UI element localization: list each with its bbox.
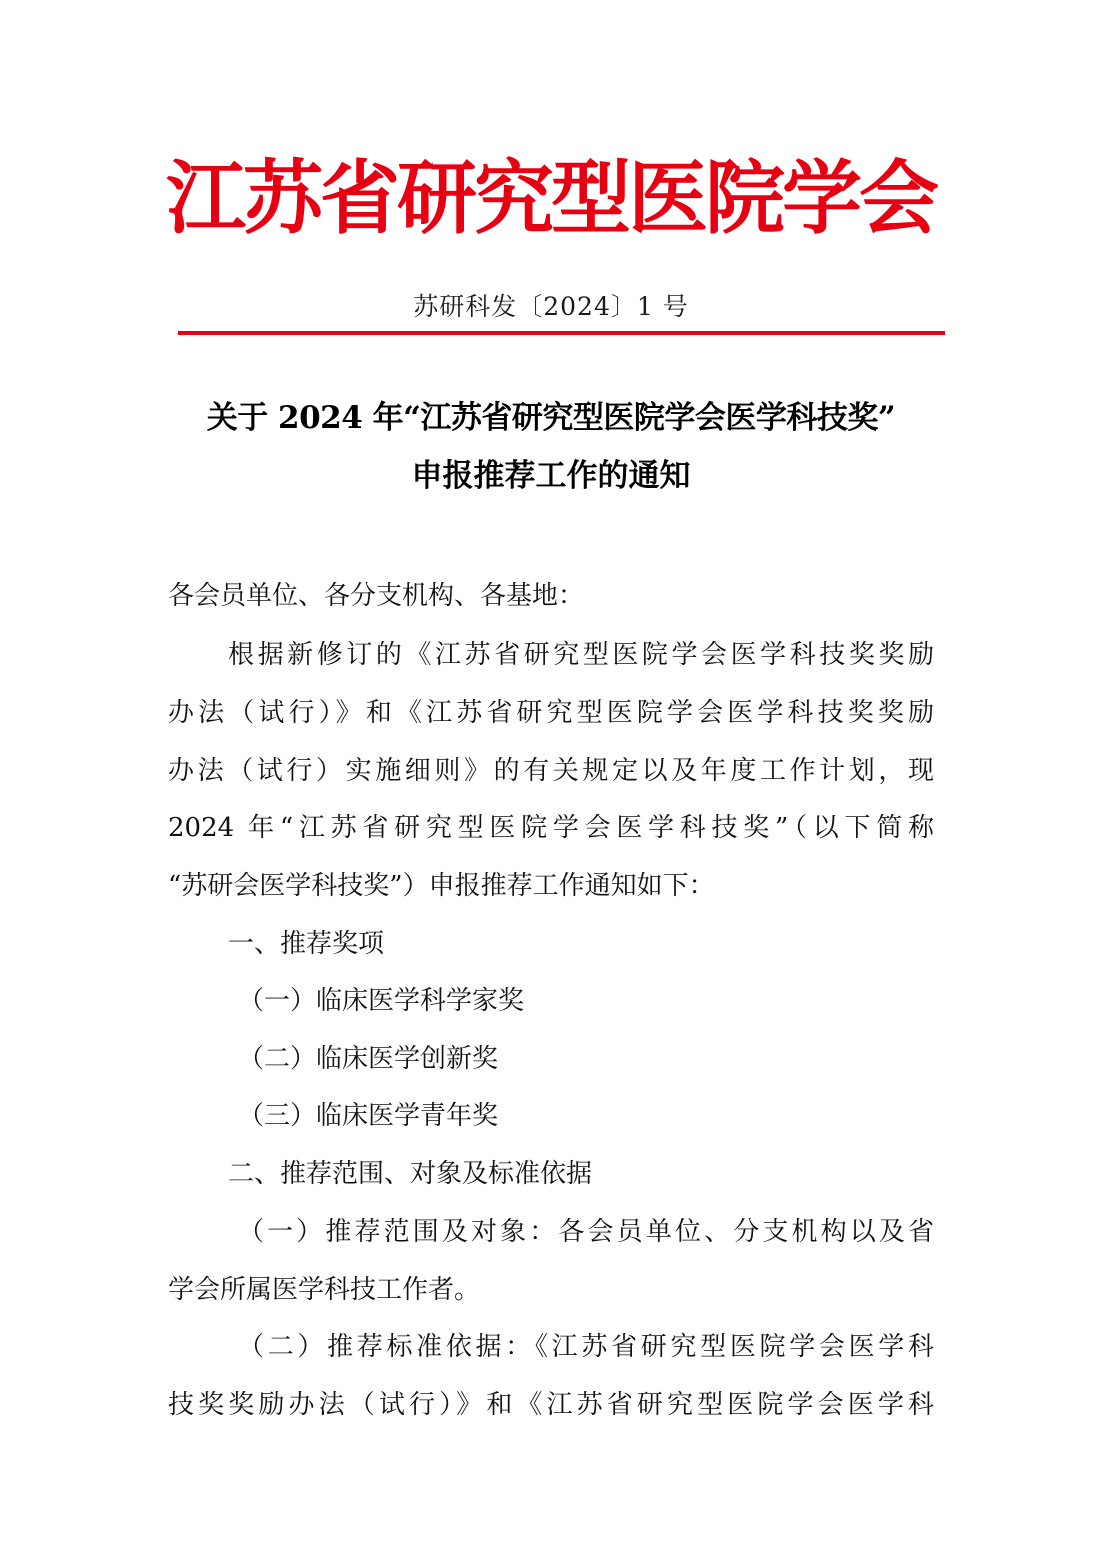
section-2-item-1-line-1: （一）推荐范围及对象：各会员单位、分支机构以及省	[238, 1217, 934, 1247]
paragraph-1-line-4: 2024 年“江苏省研究型医院学会医学科技奖”（以下简称	[168, 813, 934, 843]
organization-name-header: 江苏省研究型医院学会	[166, 151, 936, 245]
salutation: 各会员单位、各分支机构、各基地：	[168, 581, 585, 611]
section-1-heading: 一、推荐奖项	[228, 929, 385, 959]
section-2-item-1-line-2: 学会所属医学科技工作者。	[168, 1275, 481, 1305]
paragraph-1-line-5: “苏研会医学科技奖”）申报推荐工作通知如下：	[168, 871, 715, 901]
section-1-item-1: （一）临床医学科学家奖	[238, 986, 525, 1016]
notice-title-line-1: 关于 2024 年“江苏省研究型医院学会医学科技奖”	[206, 400, 896, 436]
section-2-item-2-line-1: （二）推荐标准依据：《江苏省研究型医院学会医学科	[238, 1332, 934, 1362]
document-number: 苏研科发〔2024〕1 号	[413, 292, 689, 321]
section-2-item-2-line-2: 技奖奖励办法（试行）》和《江苏省研究型医院学会医学科	[168, 1390, 934, 1420]
paragraph-1-line-2: 办法（试行）》和《江苏省研究型医院学会医学科技奖奖励	[168, 698, 934, 728]
section-1-item-2: （二）临床医学创新奖	[238, 1044, 499, 1074]
red-separator-line	[178, 331, 945, 335]
paragraph-1-line-3: 办法（试行）实施细则》的有关规定以及年度工作计划，现	[168, 756, 934, 786]
section-2-heading: 二、推荐范围、对象及标准依据	[228, 1159, 593, 1189]
paragraph-1-line-1: 根据新修订的《江苏省研究型医院学会医学科技奖奖励	[228, 640, 934, 670]
notice-title-line-2: 申报推荐工作的通知	[411, 458, 691, 494]
section-1-item-3: （三）临床医学青年奖	[238, 1101, 499, 1131]
